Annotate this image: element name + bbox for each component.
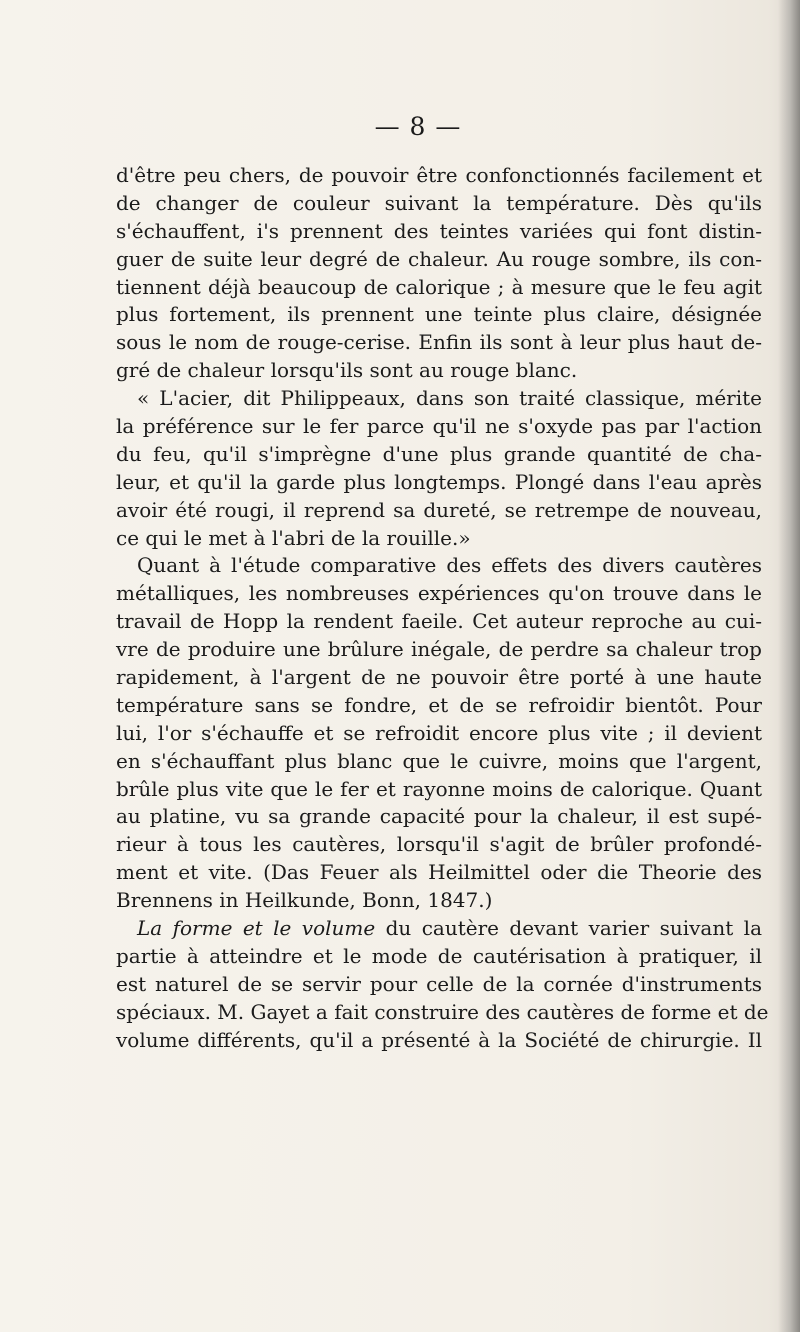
text-line: rapidement, à l'argent de ne pouvoir être porté à une haute xyxy=(116,665,762,690)
text-line: sous le nom de rouge-cerise. Enfin ils sont à leur plus haut de- xyxy=(116,330,762,355)
text-line: spéciaux. M. Gayet a fait construire des cautères de forme et de xyxy=(116,999,769,1024)
italic-phrase: La forme et le volume xyxy=(137,916,376,941)
text-line: température sans se fondre, et de se refroidir bientôt. Pour xyxy=(116,692,762,717)
text-line: d'être peu chers, de pouvoir être confonctionnés facilement et xyxy=(116,163,762,187)
text-line: partie à atteindre et le mode de cautérisation à pratiquer, il xyxy=(116,943,762,968)
text-line: tiennent déjà beaucoup de calorique ; à mesure que le feu agit xyxy=(116,274,762,299)
text-line: Quant à l'étude comparative des effets des divers cautères xyxy=(137,553,762,578)
text-line: de changer de couleur suivant la température. Dès qu'ils xyxy=(116,190,762,215)
text-line: est naturel de se servir pour celle de la cornée d'instruments xyxy=(116,971,762,996)
text-line: du feu, qu'il s'imprègne d'une plus grande quantité de cha- xyxy=(116,441,762,466)
text-line: la préférence sur le fer parce qu'il ne s'oxyde pas par l'action xyxy=(116,414,762,439)
page-edge-shadow xyxy=(778,0,800,1332)
text-line: lui, l'or s'échauffe et se refroidit encore plus vite ; il devient xyxy=(116,720,762,745)
text-line xyxy=(116,915,762,943)
text-line: guer de suite leur degré de chaleur. Au rouge sombre, ils con- xyxy=(116,246,762,271)
text-line: en s'échauffant plus blanc que le cuivre, moins que l'argent, xyxy=(116,748,762,773)
text-line: « L'acier, dit Philippeaux, dans son traité classique, mérite xyxy=(137,386,762,411)
text-line: brûle plus vite que le fer et rayonne moins de calorique. Quant xyxy=(116,776,762,801)
text-line: ment et vite. (Das Feuer als Heilmittel oder die Theorie des xyxy=(116,860,762,885)
text-line: métalliques, les nombreuses expériences qu'on trouve dans le xyxy=(116,581,762,606)
body-text xyxy=(116,162,769,1055)
text-line: travail de Hopp la rendent faeile. Cet auteur reproche au cui- xyxy=(116,609,762,634)
text-line: au platine, vu sa grande capacité pour la chaleur, il est supé- xyxy=(116,804,762,829)
text-fragment: du cautère devant varier suivant la xyxy=(375,916,763,941)
page-number: — 8 — xyxy=(374,112,462,141)
text-line: s'échauffent, i's prennent des teintes variées qui font distin- xyxy=(116,218,762,243)
text-line: ce qui le met à l'abri de la rouille.» xyxy=(116,525,471,550)
text-line: rieur à tous les cautères, lorsqu'il s'agit de brûler profondé- xyxy=(116,832,762,857)
text-line: Brennens in Heilkunde, Bonn, 1847.) xyxy=(116,888,493,913)
text-line: leur, et qu'il la garde plus longtemps. Plongé dans l'eau après xyxy=(116,469,762,494)
text-line: gré de chaleur lorsqu'ils sont au rouge blanc. xyxy=(116,358,578,383)
text-line: avoir été rougi, il reprend sa dureté, se retrempe de nouveau, xyxy=(116,497,762,522)
text-line: plus fortement, ils prennent une teinte plus claire, désignée xyxy=(116,302,762,327)
text-line: vre de produire une brûlure inégale, de perdre sa chaleur trop xyxy=(116,637,762,662)
text-line: volume différents, qu'il a présenté à la Société de chirurgie. Il xyxy=(116,1027,762,1052)
